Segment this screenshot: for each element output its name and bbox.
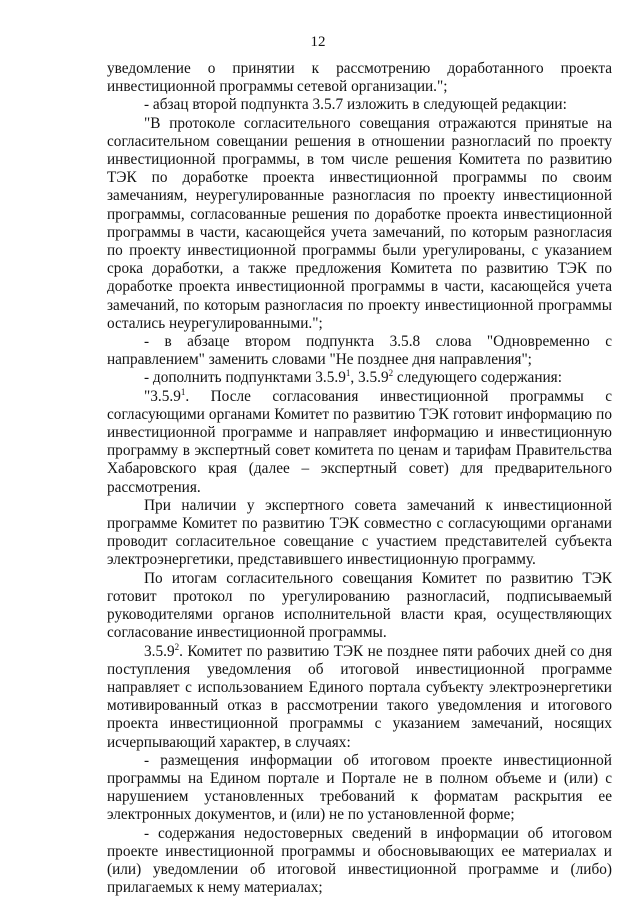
paragraph-5-post: следующего содержания: [393, 369, 562, 387]
paragraph-11: - содержания недостоверных сведений в информации об итоговом проекте инвестиционной программы и обосновывающих ее материалах и (или) уведомлении об итоговой инвестиционной программе и (либо) прилагаемых к нему материалах; [107, 824, 612, 897]
paragraph-1: уведомление о принятии к рассмотрению доработанного проекта инвестиционной программы сетевой организации."; [107, 60, 612, 96]
paragraph-6 [107, 388, 612, 497]
paragraph-9 [107, 643, 612, 752]
paragraph-6-pre: "3.5.9 [144, 387, 181, 405]
paragraph-9-pre: 3.5.9 [144, 642, 175, 660]
superscript: 1 [180, 386, 186, 397]
document-body [107, 60, 612, 897]
page-number: 12 [310, 34, 326, 50]
superscript: 1 [345, 368, 351, 379]
paragraph-5 [107, 369, 612, 387]
paragraph-9-post: . Комитет по развитию ТЭК не позднее пяти рабочих дней со дня поступления уведомления об итоговой инвестиционной программе направляет с использованием Единого портала субъекту электроэнергетики мотивированный отказ в рассмотрении такого уведомления и итогового проекта инвестиционной программы с указанием замечаний, носящих исчерпывающий характер, в случаях: [107, 642, 612, 751]
paragraph-5-pre: - дополнить подпунктами 3.5.9 [144, 369, 346, 387]
paragraph-6-post: . После согласования инвестиционной программы с согласующими органами Комитет по развитию ТЭК готовит информацию по инвестиционной программе и направляет информацию и инвестиционную программу в экспертный совет комитета по ценам и тарифам Правительства Хабаровского края (далее – экспертный совет) для предварительного рассмотрения. [107, 387, 612, 496]
paragraph-3: "В протоколе согласительного совещания отражаются принятые на согласительном совещании решения в отношении разногласий по проекту инвестиционной программы, в том числе решения Комитета по развитию ТЭК по доработке проекта инвестиционной программы по своим замечаниям, неурегулированные разногласия по проекту инвестиционной программы, согласованные решения по доработке проекта инвестиционной программы в части, касающейся учета замечаний, по которым разногласия по проекту инвестиционной программы были урегулированы, с указанием срока доработки, а также предложения Комитета по развитию ТЭК по доработке проекта инвестиционной программы в части, касающейся учета замечаний, по которым разногласия по проекту инвестиционной программы остались неурегулированными."; [107, 114, 612, 332]
paragraph-7: При наличии у экспертного совета замечаний к инвестиционной программе Комитет по развитию ТЭК совместно с согласующими органами проводит согласительное совещание с участием представителей субъекта электроэнергетики, представившего инвестиционную программу. [107, 496, 612, 569]
paragraph-5-mid: , 3.5.9 [350, 369, 389, 387]
paragraph-4: - в абзаце втором подпункта 3.5.8 слова "Одновременно с направлением" заменить словами "Не позднее дня направления"; [107, 333, 612, 369]
paragraph-8: По итогам согласительного совещания Комитет по развитию ТЭК готовит протокол по урегулированию разногласий, подписываемый руководителями органов исполнительной власти края, осуществляющих согласование инвестиционной программы. [107, 569, 612, 642]
paragraph-10: - размещения информации об итоговом проекте инвестиционной программы на Едином портале и Портале не в полном объеме и (или) с нарушением установленных требований к форматам раскрытия ее электронных документов, и (или) не по установленной форме; [107, 751, 612, 824]
superscript: 2 [174, 641, 180, 652]
superscript: 2 [388, 368, 394, 379]
paragraph-2: - абзац второй подпункта 3.5.7 изложить в следующей редакции: [144, 96, 567, 114]
